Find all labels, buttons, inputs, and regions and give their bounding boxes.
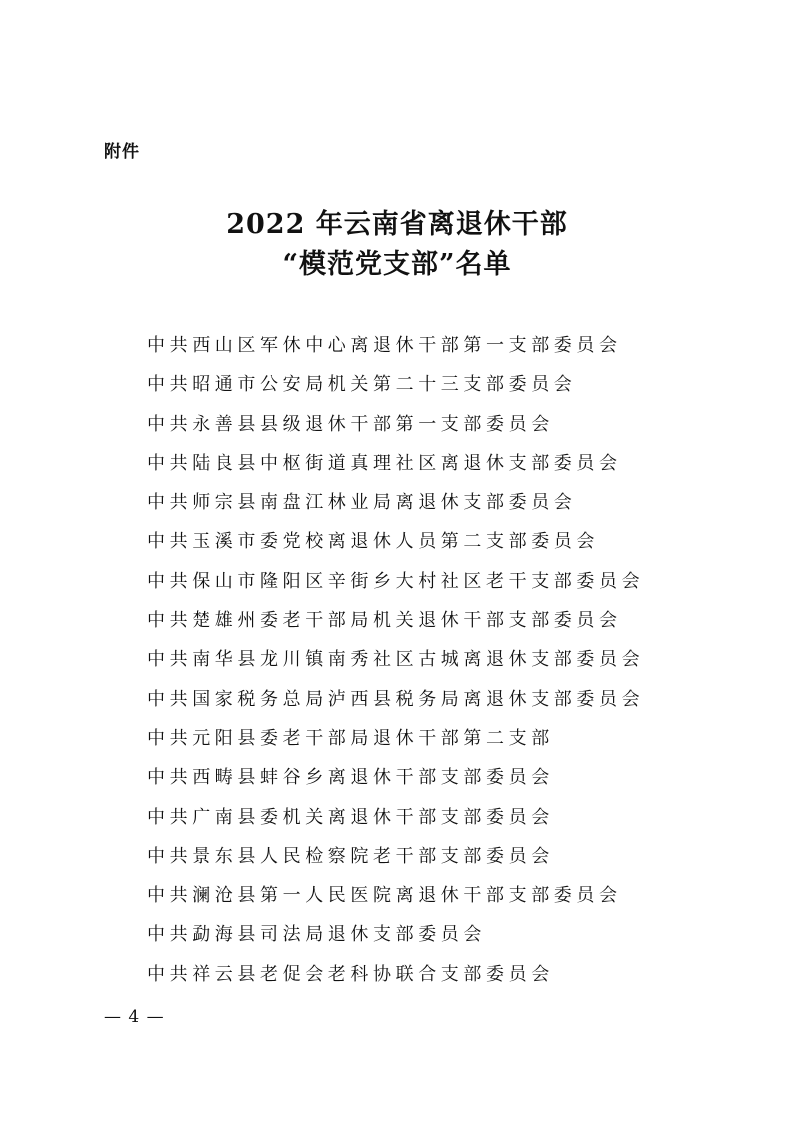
list-item: 中共楚雄州委老干部局机关退休干部支部委员会	[147, 610, 622, 632]
page-number: — 4 —	[104, 1007, 165, 1027]
list-item: 中共南华县龙川镇南秀社区古城离退休支部委员会	[147, 649, 645, 671]
list-item: 中共元阳县委老干部局退休干部第二支部	[147, 727, 554, 749]
attachment-label: 附件	[104, 142, 140, 162]
document-title-line-1: 2022 年云南省离退休干部	[226, 209, 568, 240]
list-item: 中共昭通市公安局机关第二十三支部委员会	[147, 374, 577, 396]
list-item: 中共西畴县蚌谷乡离退休干部支部委员会	[147, 767, 554, 789]
list-item: 中共广南县委机关离退休干部支部委员会	[147, 806, 554, 828]
organization-list	[147, 326, 644, 994]
list-item: 中共玉溪市委党校离退休人员第二支部委员会	[147, 531, 599, 553]
list-item: 中共澜沧县第一人民医院离退休干部支部委员会	[147, 885, 622, 907]
list-item: 中共祥云县老促会老科协联合支部委员会	[147, 963, 554, 985]
list-item: 中共陆良县中枢街道真理社区离退休支部委员会	[147, 452, 622, 474]
list-item: 中共景东县人民检察院老干部支部委员会	[147, 845, 554, 867]
list-item: 中共师宗县南盘江林业局离退休支部委员会	[147, 492, 577, 514]
list-item: 中共西山区军休中心离退休干部第一支部委员会	[147, 335, 622, 356]
list-item: 中共国家税务总局泸西县税务局离退休支部委员会	[147, 688, 645, 710]
document-title-line-2: “模范党支部”名单	[282, 249, 512, 280]
list-item: 中共保山市隆阳区辛街乡大村社区老干支部委员会	[147, 570, 645, 592]
list-item: 中共永善县县级退休干部第一支部委员会	[147, 413, 554, 435]
list-item: 中共勐海县司法局退休支部委员会	[147, 924, 486, 946]
